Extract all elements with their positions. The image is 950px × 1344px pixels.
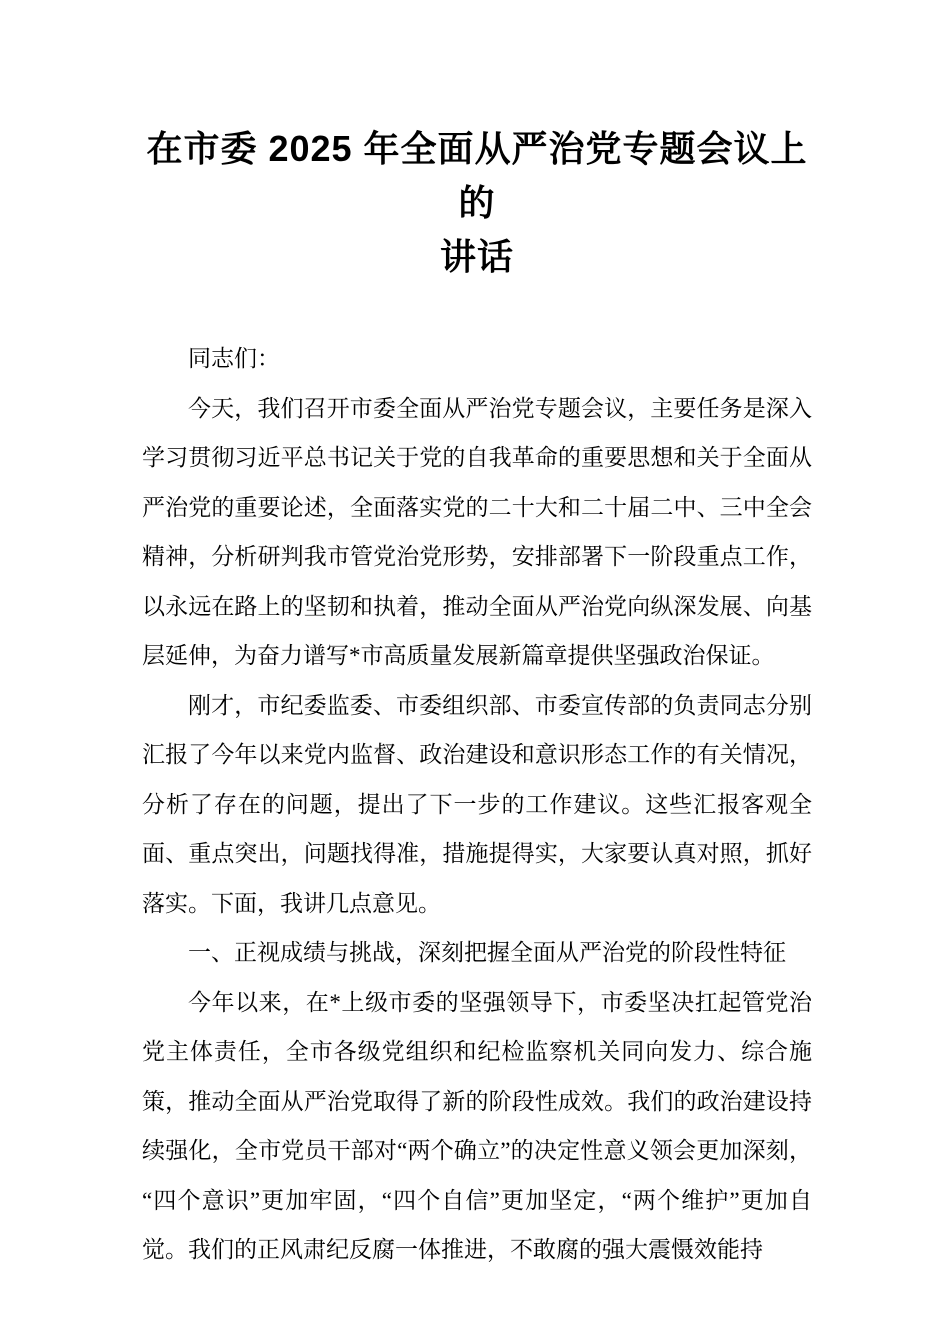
section-one-heading: 一、正视成绩与挑战，深刻把握全面从严治党的阶段性特征 xyxy=(188,940,786,965)
salutation-paragraph: 同志们： xyxy=(188,346,280,371)
opening-paragraph: 今天，我们召开市委全面从严治党专题会议，主要任务是深入学习贯彻习近平总书记关于党的自我革命的重要思想和关于全面从严治党的重要论述，全面落实党的二十大和二十届二中、三中全会精神，分析研判我市管党治党形势，安排部署下一阶段重点工作，以永远在路上的坚韧和执着，推动全面从严治党向纵深发展、向基层延伸，为奋力谱写*市高质量发展新篇章提供坚强政治保证。 xyxy=(142,395,812,668)
document-title-line-2: 讲话 xyxy=(439,236,514,277)
document-title xyxy=(142,122,812,284)
document-title-line-1: 在市委 2025 年全面从严治党专题会议上的 xyxy=(146,128,808,223)
briefing-summary-paragraph: 刚才，市纪委监委、市委组织部、市委宣传部的负责同志分别汇报了今年以来党内监督、政治建设和意识形态工作的有关情况，分析了存在的问题，提出了下一步的工作建议。这些汇报客观全面、重点突出，问题找得准，措施提得实，大家要认真对照，抓好落实。下面，我讲几点意见。 xyxy=(142,692,812,916)
achievements-paragraph: 今年以来，在*上级市委的坚强领导下，市委坚决扛起管党治党主体责任，全市各级党组织和纪检监察机关同向发力、综合施策，推动全面从严治党取得了新的阶段性成效。我们的政治建设持续强化，全市党员干部对“两个确立”的决定性意义领会更加深刻，“四个意识”更加牢固，“四个自信”更加坚定，“两个维护”更加自觉。我们的正风肃纪反腐一体推进，不敢腐的强大震慑效能持 xyxy=(142,989,812,1262)
